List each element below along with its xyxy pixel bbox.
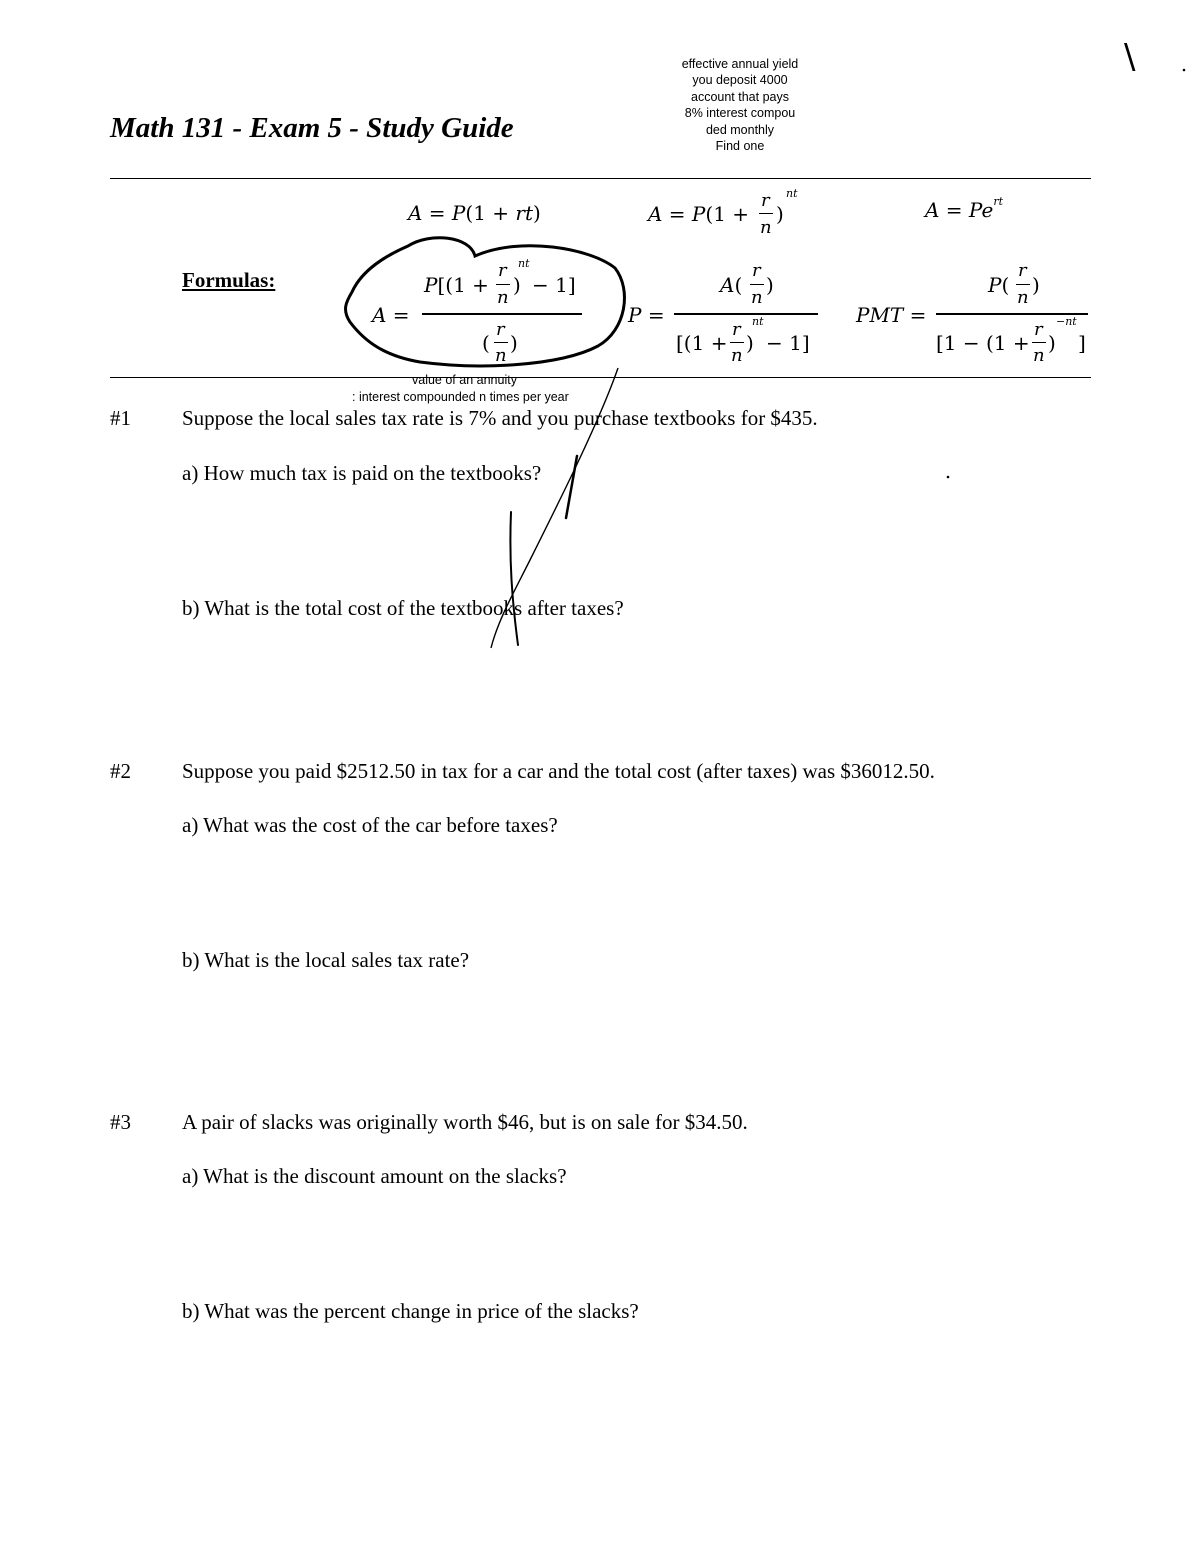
note-line: effective annual yield — [681, 57, 799, 71]
question-number: #2 — [110, 759, 131, 783]
question-part: a) How much tax is paid on the textbooks? — [182, 461, 542, 485]
annuity-note: value of an annuity — [412, 373, 517, 387]
formula-amortization: PMT = P( r n ) [1 − (1 + r n ) −nt ] — [856, 255, 1096, 373]
question-part: a) What was the cost of the car before taxes? — [182, 813, 558, 837]
question-part: b) What is the total cost of the textbooks after taxes? — [182, 596, 624, 620]
ink-dot — [1183, 69, 1186, 72]
compound-note: : interest compounded n times per year — [352, 390, 569, 404]
ink-circle — [346, 238, 625, 366]
formula-annuity-value: A = P[(1 + r n ) nt − 1] ( r n ) — [372, 255, 592, 373]
question-number: #1 — [110, 406, 131, 430]
ink-slash-line — [491, 368, 618, 648]
ink-mark — [566, 456, 577, 518]
question-text: Suppose you paid $2512.50 in tax for a car and the total cost (after taxes) was $36012.50. — [182, 759, 935, 783]
question-text: Suppose the local sales tax rate is 7% and you purchase textbooks for $435. — [182, 406, 818, 430]
question-part: a) What is the discount amount on the slacks? — [182, 1164, 567, 1188]
question-part: b) What was the percent change in price of the slacks? — [182, 1299, 639, 1323]
corner-mark: \ — [1124, 37, 1136, 77]
question-number: #3 — [110, 1110, 131, 1134]
question-text: A pair of slacks was originally worth $46, but is on sale for $34.50. — [182, 1110, 748, 1134]
formula-sinking-fund: P = A( r n ) [(1 + r n ) nt − 1] — [628, 255, 828, 373]
ink-mark — [510, 512, 518, 645]
formula-continuous: $A = Pe^{rt}$ — [925, 195, 1004, 222]
formula-simple-interest: A = P(1 + rt) — [408, 201, 541, 225]
question-part: b) What is the local sales tax rate? — [182, 948, 470, 972]
page-title: Math 131 - Exam 5 - Study Guide — [110, 112, 514, 144]
formula-compound-interest: A = P(1 + r n ) nt — [648, 187, 798, 238]
note-line: 8% interest compou — [684, 106, 796, 121]
note-line: you deposit 4000 — [692, 73, 788, 88]
note-line: ded monthly — [705, 122, 775, 137]
formulas-label: Formulas: — [182, 268, 276, 292]
note-line: account that pays — [691, 89, 789, 104]
note-line: Find one — [715, 139, 765, 154]
ink-dot — [947, 476, 950, 479]
